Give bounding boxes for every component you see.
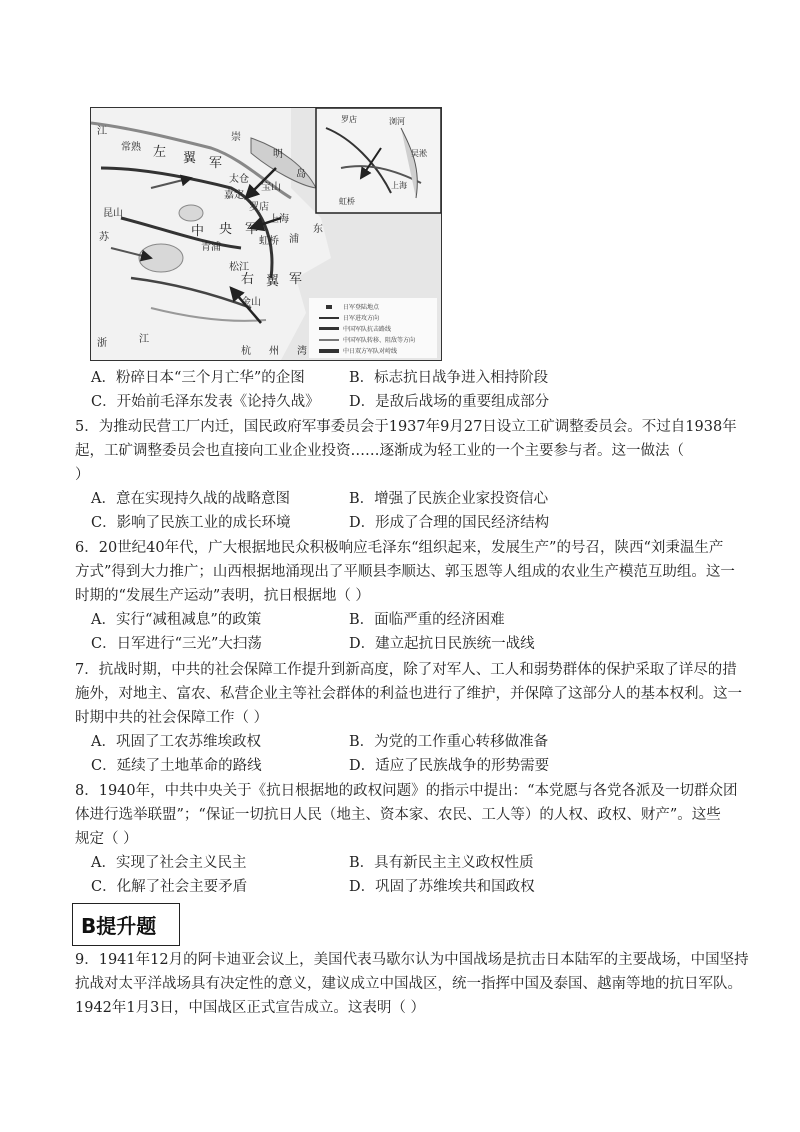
map-label-kunshan: 昆山 xyxy=(103,208,123,219)
q7-option-b[interactable]: B．为党的工作重心转移做准备 xyxy=(349,734,549,750)
q8-stem-line2: 体进行选举联盟”；“保证一切抗日人民（地主、资本家、农民、工人等）的人权、政权、财产”。这些 xyxy=(75,807,721,823)
map-label-jun3: 军 xyxy=(289,272,303,287)
q4-option-d[interactable]: D．是敌后战场的重要组成部分 xyxy=(349,394,550,410)
q8-stem-line3: 规定（ ） xyxy=(75,831,138,847)
legend-text: 日军登陆地点 xyxy=(343,304,380,311)
q6-option-a[interactable]: A．实行“减租减息”的政策 xyxy=(91,612,262,628)
map-label-jiading: 嘉定 xyxy=(224,190,244,201)
map-label-you: 右 xyxy=(241,272,255,287)
q8-option-c[interactable]: C．化解了社会主要矛盾 xyxy=(91,879,248,895)
inset-label-shanghai: 上海 xyxy=(391,181,407,190)
q5-option-a[interactable]: A．意在实现持久战的战略意图 xyxy=(91,491,290,507)
q5-stem-line3: ） xyxy=(75,467,90,483)
map-label-jun: 军 xyxy=(209,156,223,171)
map-label-dao: 岛 xyxy=(296,169,306,180)
map-label-songjiang: 松江 xyxy=(229,262,249,273)
map-label-jiang2: 江 xyxy=(139,334,149,345)
map-label-changshu: 常熟 xyxy=(121,142,141,153)
map-label-ming: 明 xyxy=(273,149,283,160)
q4-option-a[interactable]: A．粉碎日本“三个月亡华”的企图 xyxy=(91,370,305,386)
q5-option-b[interactable]: B．增强了民族企业家投资信心 xyxy=(349,491,549,507)
legend-text: 中日双方军队对峙线 xyxy=(343,348,398,355)
q5-stem-line1: 5．为推动民营工厂内迁，国民政府军事委员会于1937年9月27日设立工矿调整委员会。不过自1938年 xyxy=(75,419,737,435)
map-label-taicang: 太仓 xyxy=(229,174,249,185)
map-label-yi2: 翼 xyxy=(266,274,280,289)
section-b-header xyxy=(72,903,180,946)
map-label-shanghai: 上海 xyxy=(269,214,289,225)
q8-option-b[interactable]: B．具有新民主主义政权性质 xyxy=(349,855,534,871)
map-label-baoshan: 宝山 xyxy=(261,182,281,193)
q8-option-a[interactable]: A．实现了社会主义民主 xyxy=(91,855,247,871)
q7-stem-line2: 施外，对地主、富农、私营企业主等社会群体的利益也进行了维护，并保障了这部分人的基本权利。这一 xyxy=(75,686,742,702)
map-label-su: 苏 xyxy=(99,232,109,243)
q5-stem-line2: 起，工矿调整委员会也直接向工业企业投资……逐渐成为轻工业的一个主要参与者。这一做法（ xyxy=(75,443,684,459)
q6-stem-line2: 方式”得到大力推广；山西根据地涌现出了平顺县李顺达、郭玉恩等人组成的农业生产模范互助组。这一 xyxy=(75,564,735,580)
q7-option-d[interactable]: D．适应了民族战争的形势需要 xyxy=(349,758,550,774)
inset-label-wusong: 吴淞 xyxy=(411,149,427,158)
q8-option-d[interactable]: D．巩固了苏维埃共和国政权 xyxy=(349,879,535,895)
map-label-yang: 央 xyxy=(219,222,233,237)
map-label-zhong: 中 xyxy=(191,224,205,239)
legend-text: 日军进攻方向 xyxy=(343,315,380,322)
q7-option-a[interactable]: A．巩固了工农苏维埃政权 xyxy=(91,734,261,750)
map-label-jiang: 江 xyxy=(97,126,107,137)
q4-option-c[interactable]: C．开始前毛泽东发表《论持久战》 xyxy=(91,394,320,410)
q5-option-d[interactable]: D．形成了合理的国民经济结构 xyxy=(349,515,550,531)
legend-row xyxy=(319,324,391,333)
q6-option-c[interactable]: C．日军进行“三光”大扫荡 xyxy=(91,636,262,652)
map-legend xyxy=(309,298,437,358)
map-label-jun2: 军 xyxy=(245,222,259,237)
legend-row xyxy=(319,302,379,311)
map-label-zhou: 州 xyxy=(269,346,279,357)
map-label-pu: 浦 xyxy=(289,234,299,245)
q9-stem-line3: 1942年1月3日，中国战区正式宣告成立。这表明（ ） xyxy=(75,1000,425,1016)
q7-stem-line3: 时期中共的社会保障工作（ ） xyxy=(75,710,269,726)
legend-row xyxy=(319,346,397,355)
section-b-title: B提升题 xyxy=(81,914,157,938)
q8-stem-line1: 8．1940年，中共中央关于《抗日根据地的政权问题》的指示中提出：“本党愿与各党各派及一切群众团 xyxy=(75,783,738,799)
map-label-dong: 东 xyxy=(313,224,323,235)
q6-stem-line3: 时期的“发展生产运动”表明，抗日根据地（ ） xyxy=(75,588,370,604)
q4-option-b[interactable]: B．标志抗日战争进入相持阶段 xyxy=(349,370,549,386)
q6-option-d[interactable]: D．建立起抗日民族统一战线 xyxy=(349,636,535,652)
map-label-zuo: 左 xyxy=(153,145,167,160)
map-label-chong: 崇 xyxy=(231,132,241,143)
map-label-yi: 翼 xyxy=(183,151,197,166)
map-label-zhe: 浙 xyxy=(97,338,107,349)
q6-option-b[interactable]: B．面临严重的经济困难 xyxy=(349,612,505,628)
q7-option-c[interactable]: C．延续了土地革命的路线 xyxy=(91,758,262,774)
legend-text: 中国军队转移、阻敌等方向 xyxy=(343,337,416,344)
legend-row xyxy=(319,335,415,344)
q9-stem-line2: 抗战对太平洋战场具有决定性的意义，建议成立中国战区，统一指挥中国及泰国、越南等地的抗日军队。 xyxy=(75,976,742,992)
map-label-luodian: 罗店 xyxy=(249,202,269,213)
inset-label-liuhe: 浏河 xyxy=(389,117,405,126)
legend-row xyxy=(319,313,379,322)
q5-option-c[interactable]: C．影响了民族工业的成长环境 xyxy=(91,515,291,531)
map-label-hang: 杭 xyxy=(241,346,251,357)
q9-stem-line1: 9．1941年12月的阿卡迪亚会议上，美国代表马歇尔认为中国战场是抗击日本陆军的主要战场，中国坚持 xyxy=(75,952,749,968)
q6-stem-line1: 6．20世纪40年代，广大根据地民众积极响应毛泽东“组织起来，发展生产”的号召，陕西“刘秉温生产 xyxy=(75,540,724,556)
inset-label-hongqiao: 虹桥 xyxy=(339,197,355,206)
map-label-hongqiao: 虹桥 xyxy=(259,236,279,247)
legend-text: 中国军队抗击路线 xyxy=(343,326,392,333)
q7-stem-line1: 7．抗战时期，中共的社会保障工作提升到新高度，除了对军人、工人和弱势群体的保护采取了详尽的措 xyxy=(75,662,737,678)
map-label-wan: 湾 xyxy=(297,346,307,357)
map-label-qingpu: 青浦 xyxy=(201,242,221,253)
inset-label-luodian: 罗店 xyxy=(341,115,357,124)
map-label-jinshan: 金山 xyxy=(241,297,261,308)
battle-map-figure xyxy=(90,107,442,361)
